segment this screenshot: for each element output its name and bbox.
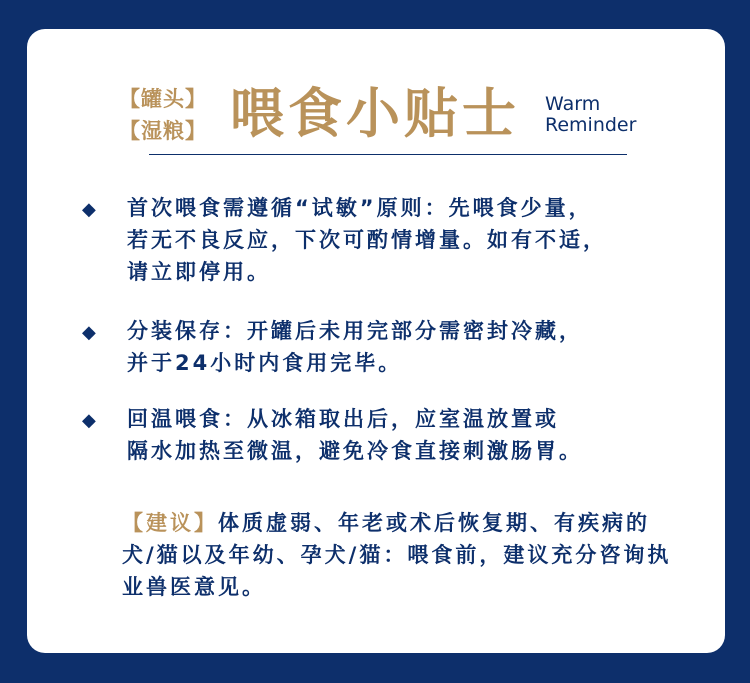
header-divider: [149, 154, 627, 155]
english-subtitle-line2: Reminder: [545, 114, 637, 136]
page-title: 喂食小贴士: [230, 82, 520, 145]
category-tag-canned: 【罐头】: [119, 87, 207, 111]
header: [119, 73, 639, 183]
tip-text: 回温喂食：从冰箱取出后，应室温放置或 隔水加热至微温，避免冷食直接刺激肠胃。: [127, 407, 583, 463]
english-subtitle-line1: Warm: [545, 93, 601, 115]
tip-text: 分装保存：开罐后未用完部分需密封冷藏， 并于24小时内食用完毕。: [127, 319, 583, 375]
advice-label: 【建议】: [122, 511, 218, 535]
advice-body: 体质虚弱、年老或术后恢复期、有疾病的犬/猫以及年幼、孕犬/猫：喂食前，建议充分咨询执业兽医意见。: [122, 511, 672, 599]
category-tag-wet-food: 【湿粮】: [119, 119, 207, 143]
diamond-icon: ◆: [82, 199, 96, 220]
advice-note: [122, 507, 682, 603]
diamond-icon: ◆: [82, 410, 96, 431]
diamond-icon: ◆: [82, 322, 96, 343]
tips-card: [27, 29, 725, 653]
tip-text: 首次喂食需遵循“试敏”原则：先喂食少量， 若无不良反应，下次可酌情增量。如有不适， 请立即停用。: [127, 196, 607, 284]
